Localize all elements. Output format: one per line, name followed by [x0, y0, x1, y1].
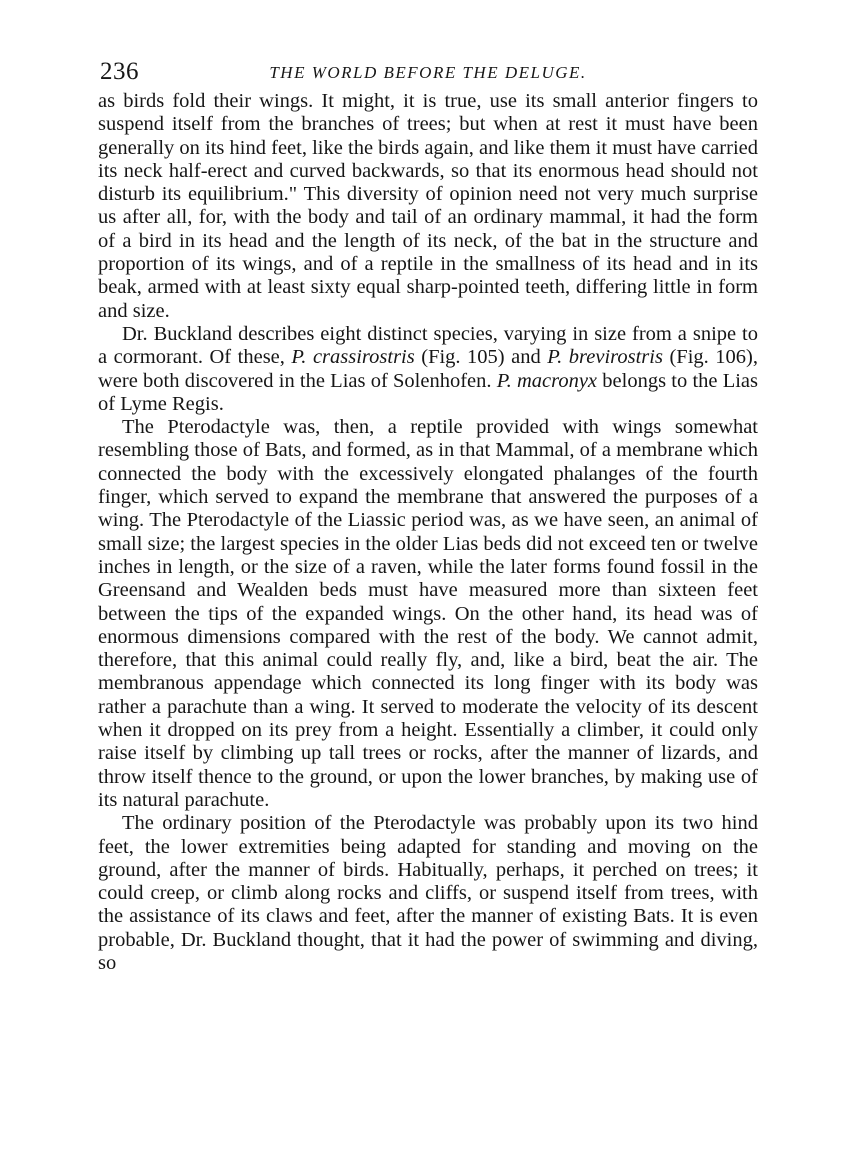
- page-header: [98, 56, 758, 90]
- species-name: P. crassirostris: [291, 346, 415, 369]
- book-page: [98, 56, 758, 975]
- paragraph-text: (Fig. 105) and: [414, 346, 548, 369]
- running-title: THE WORLD BEFORE THE DELUGE.: [269, 63, 587, 82]
- paragraph-pterodactyle-wings: The Pterodactyle was, then, a reptile provided with wings somewhat resembling those of Bats, and formed, as in that Mammal, of a membrane which connected the body with the excessively elongated phalanges of the fourth finger, which served to expand the membrane that answered the purposes of a wing. The Pterodactyle of the Liassic period was, as we have seen, an animal of small size; the largest species in the older Lias beds did not exceed ten or twelve inches in length, or the size of a raven, while the later forms found fossil in the Greensand and Wealden beds must have measured more than sixteen feet between the tips of the expanded wings. On the other hand, its head was of enormous dimensions compared with the rest of the body. We cannot admit, therefore, that this animal could really fly, and, like a bird, beat the air. The membranous appendage which connected its long finger with its body was rather a parachute than a wing. It served to moderate the velocity of its descent when it dropped on its prey from a height. Essentially a climber, it could only raise itself by climbing up tall trees or rocks, after the manner of lizards, and throw itself thence to the ground, or upon the lower branches, by making use of its natural parachute.: [98, 416, 758, 811]
- paragraph-text: belongs to the Lias of Lyme Regis.: [98, 369, 759, 415]
- species-name: P. brevirostris: [547, 346, 663, 369]
- paragraph-text: Dr. Buckland describes eight distinct species, varying in size from a snipe to a cormorant. Of these,: [98, 322, 758, 369]
- page-number: 236: [100, 58, 139, 85]
- paragraph-ordinary-position: The ordinary position of the Pterodactyle was probably upon its two hind feet, the lower extremities being adapted for standing and moving on the ground, after the manner of birds. Habitually, perhaps, it perched on trees; it could creep, or climb along rocks and cliffs, or suspend itself from trees, with the assistance of its claws and feet, after the manner of existing Bats. It is even probable, Dr. Buckland thought, that it had the power of swimming and diving, so: [98, 812, 758, 974]
- paragraph-continuation: as birds fold their wings. It might, it is true, use its small anterior fingers to suspend itself from the branches of trees; but when at rest it must have been generally on its hind feet, like the birds again, and like them it must have carried its neck half-erect and curved backwards, so that its enormous head should not disturb its equilibrium." This diversity of opinion need not very much surprise us after all, for, with the body and tail of an ordinary mammal, it had the form of a bird in its head and the length of its neck, of the bat in the structure and proportion of its wings, and of a reptile in the smallness of its head and in its beak, armed with at least sixty equal sharp-pointed teeth, differing little in form and size.: [98, 90, 758, 322]
- species-name: P. macronyx: [496, 369, 598, 392]
- paragraph-text: (Fig. 106), were both discovered in the Lias of Solenhofen.: [98, 346, 758, 392]
- paragraph-buckland-species: [98, 323, 758, 416]
